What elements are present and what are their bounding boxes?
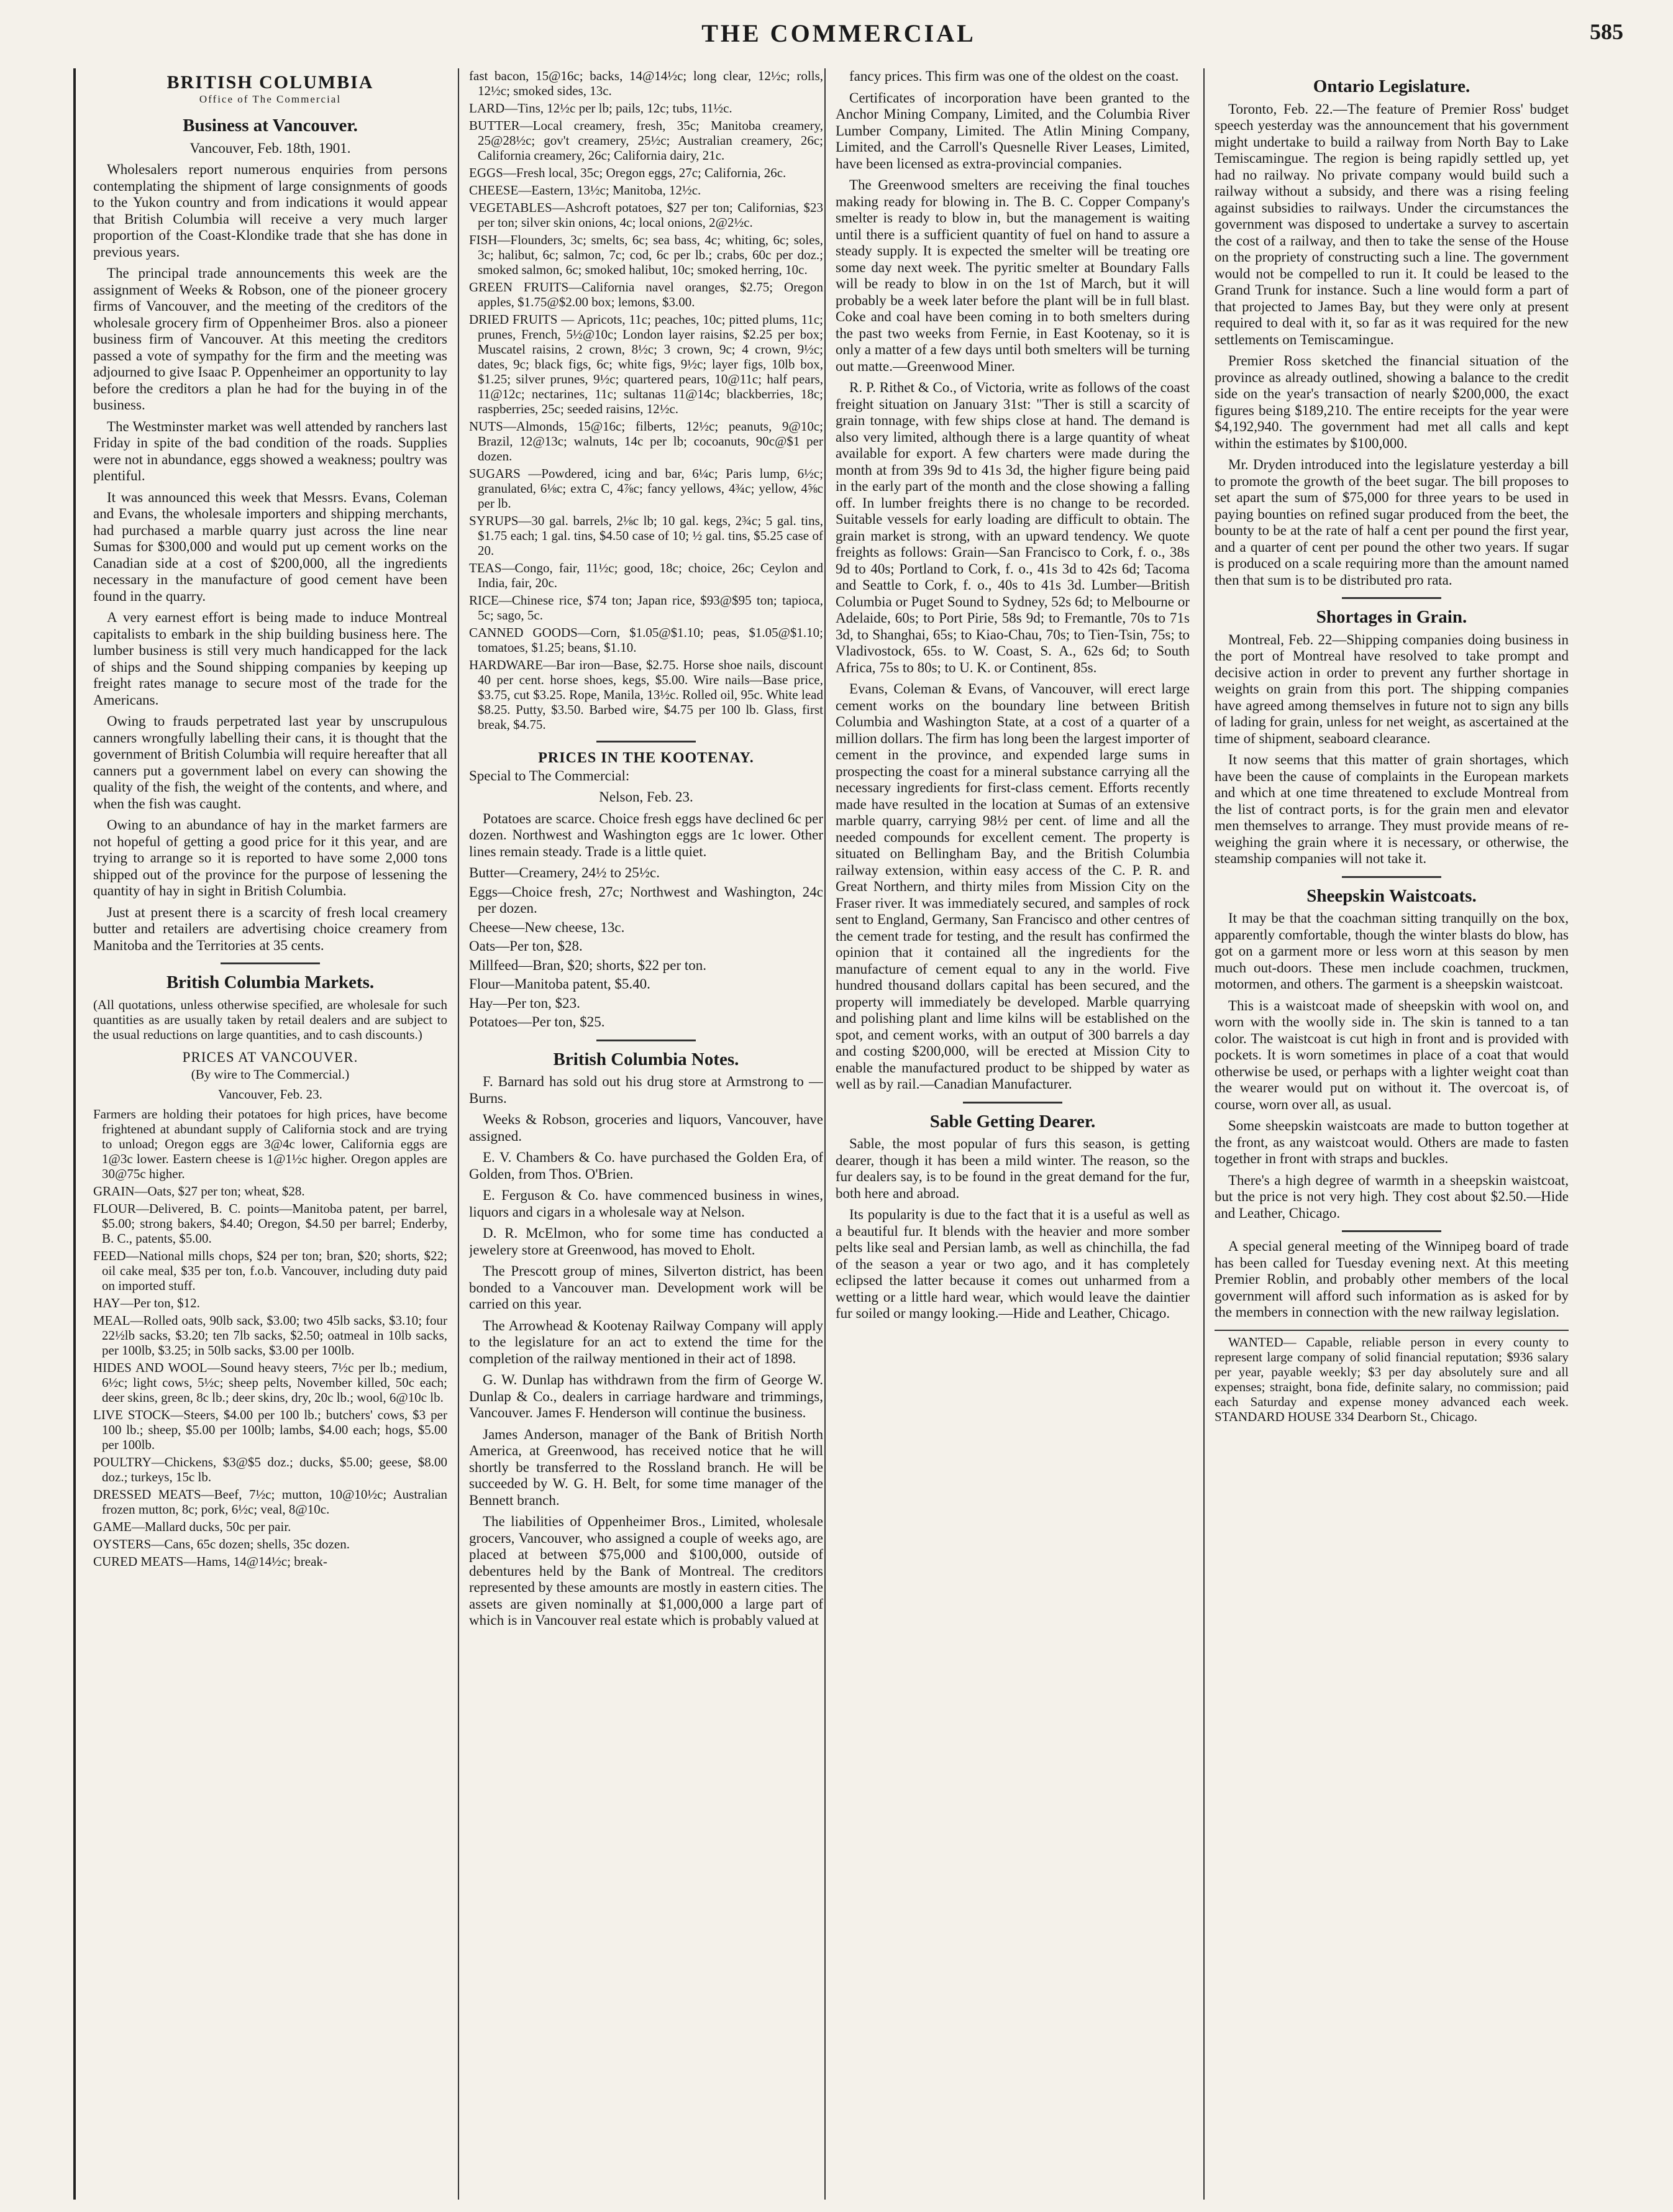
price-item: DRESSED MEATS—Beef, 7½c; mutton, 10@10½c; Australian frozen mutton, 8c; pork, 6½c; veal, 8@10c. [93, 1487, 447, 1517]
paragraph: This is a waistcoat made of sheepskin with wool on, and worn with the woolly side in. The skin is tanned to a tan color. The waistcoat is cut high in front and is provided with pockets. It is worn sometimes in place of a coat that would otherwise be used, or perhaps with a lighter weight coat than the wearer would put on without it. The overcoat is, of course, worn over all, as usual. [1215, 997, 1569, 1112]
paragraph: James Anderson, manager of the Bank of British North America, at Greenwood, has received notice that he will shortly be transferred to the Rossland branch. He will be succeeded by W. G. H. Belt, for some time manager of the Bennett branch. [469, 1426, 823, 1508]
column-rule [1203, 68, 1205, 2200]
divider [221, 962, 320, 964]
paragraph: The Arrowhead & Kootenay Railway Company will apply to the legislature for an act to extend the time for the completion of the railway mentioned in their act of 1898. [469, 1317, 823, 1366]
price-item: LARD—Tins, 12½c per lb; pails, 12c; tubs, 11½c. [469, 101, 732, 116]
paragraph: Its popularity is due to the fact that it is a useful as well as a beautiful fur. It blends with the heavier and more somber pelts like seal and Persian lamb, as well as chinchilla, the fad of the season a year or two ago, and it has completely eclipsed the latter because it comes out unharmed from a wetting or a little hard wear, which would leave the daintier fur soiled or mangy looking.—Hide and Leather, Chicago. [836, 1207, 1190, 1321]
paragraph: D. R. McElmon, who for some time has conducted a jewelery store at Greenwood, has moved to Eholt. [469, 1225, 823, 1258]
paragraph: Owing to frauds perpetrated last year by unscrupulous canners wrongfully labelling their cans, it is thought that the government of British Columbia will require hereafter that all canners put a government label on every can showing the quality of the fish, the weight of the contents, and where, and when the fish was caught. [93, 713, 447, 811]
price-item: Potatoes—Per ton, $25. [469, 1014, 605, 1030]
price-item: FISH—Flounders, 3c; smelts, 6c; sea bass, 4c; whiting, 6c; soles, 3c; halibut, 6c; salmon, 7c; cod, 6c per lb.; crabs, 60c per doz.; smoked salmon, 6c; smoked halibut, 10c; smoked herring, 10c. [469, 232, 823, 277]
paragraph: Sable, the most popular of furs this season, is getting dearer, though it has been a mild winter. The reason, so the fur dealers say, is to be found in the great demand for the fur, both here and abroad. [836, 1136, 1190, 1201]
paragraph: It now seems that this matter of grain shortages, which have been the cause of complaints in the European markets and which at one time threatened to exclude Montreal from the list of contract ports, is for the grain men and elevator men themselves to arrange. They must provide means of re-weighing the grain where it is necessary, or otherwise, the steamship companies will not take it. [1215, 752, 1569, 866]
article-heading: Sable Getting Dearer. [929, 1111, 1096, 1131]
price-item: GREEN FRUITS—California navel oranges, $2.75; Oregon apples, $1.75@$2.00 box; lemons, $3.00. [469, 280, 823, 309]
divider [596, 741, 696, 743]
wanted-ad: WANTED— Capable, reliable person in every county to represent large company of solid financial reputation; $936 salary per year, payable weekly; $3 per day absolutely sure and all expenses; straight, bona fide, definite salary, no commission; paid each Saturday and expense money advanced each week. STANDARD HOUSE 334 Dearborn St., Chicago. [1215, 1334, 1569, 1424]
price-item: Eggs—Choice fresh, 27c; Northwest and Washington, 24c per dozen. [469, 884, 823, 916]
price-item: LIVE STOCK—Steers, $4.00 per 100 lb.; butchers' cows, $3 per 100 lb.; sheep, $5.00 per 100lb; lambs, $4.00 each; hogs, $5.00 per 100lb. [93, 1407, 447, 1452]
article-body [93, 162, 447, 954]
column-rule [458, 68, 459, 2200]
paragraph: The liabilities of Oppenheimer Bros., Limited, wholesale grocers, Vancouver, who assigned a couple of weeks ago, are placed at between $75,000 and $100,000, outside of debentures held by the Bank of Montreal. The creditors represented by these amounts are mostly in eastern cities. The assets are given nominally at $1,000,000 a large part of which is in Vancouver real estate which is probably valued at [469, 1514, 823, 1628]
column-rule [824, 68, 826, 2200]
meeting-notice: A special general meeting of the Winnipeg board of trade has been called for Tuesday evening next. At this meeting Premier Roblin, and probably other members of the local government will afford such information as is asked for by the members in connection with the new railway legislation. [1215, 1238, 1569, 1320]
article-heading: Business at Vancouver. [183, 116, 358, 135]
paragraph: Certificates of incorporation have been granted to the Anchor Mining Company, Limited, and the Columbia River Lumber Company, Limited. The Atlin Mining Company, Limited, and the Carroll's Quesnelle River Leases, Limited, have been licensed as extra-provincial companies. [836, 89, 1190, 171]
paragraph: R. P. Rithet & Co., of Victoria, write as follows of the coast freight situation on January 31st: "Ther is still a scarcity of grain tonnage, with few ships close at hand. The demand is also very limited, although there is a large quantity of wheat available for export. A few charters were made during the month at from 39s 9d to 41s 3d, the higher figure being paid in the early part of the month and the close showing a falling off. In lumber freights there is no change to be recorded. Suitable vessels for early loading are difficult to obtain. The grain market is strong, with an upward tendency. We quote freights as follows: Grain—San Francisco to Cork, f. o., 38s 9d to 40s; Portland to Cork, f. o., 41s 3d to 42s 6d; Tacoma and Seattle to Cork, f. o., 40s to 41s 3d. Lumber—British Columbia or Puget Sound to Sydney, 52s 6d; to Melbourne or Adelaide, 60s; to Port Pirie, 58s 9d; to Fremantle, 70s to 71s 3d, to Shanghai, 65s; to Kiao-Chau, 70s; to Tien-Tsin, 75s; to Vladivostock, 65s. to W. Coast, S. A., 62s 6d; to South Africa, 75s to 80s; to U. K. or Continent, 85s. [836, 380, 1190, 675]
paragraph: Owing to an abundance of hay in the market farmers are not hopeful of getting a good price for it this year, and are trying to arrange so it is reported to have some 2,000 tons shipped out of the province for the purpose of lessening the quantity of hay in sight in British Columbia. [93, 817, 447, 898]
paragraph: The Prescott group of mines, Silverton district, has been bonded to a Vancouver man. Development work will be carried on this year. [469, 1263, 823, 1312]
binding-edge [73, 68, 76, 2200]
price-item: GRAIN—Oats, $27 per ton; wheat, $28. [93, 1184, 305, 1199]
article-heading: Shortages in Grain. [1316, 607, 1467, 627]
price-item: BUTTER—Local creamery, fresh, 35c; Manitoba creamery, 25@28½c; gov't creamery, 25½c; Australian creamery, 26c; California creamery, 26c; California dairy, 21c. [469, 118, 823, 163]
paragraph: The Westminster market was well attended by ranchers last Friday in spite of the bad condition of the roads. Supplies were not in abundance, eggs showed a weakness; poultry was plentiful. [93, 418, 447, 483]
price-item: HAY—Per ton, $12. [93, 1296, 200, 1310]
column-2 [469, 68, 823, 2200]
kootenay-price-list [469, 865, 823, 1031]
paragraph: E. Ferguson & Co. have commenced business in wines, liquors and cigars in a wholesale way at Nelson. [469, 1187, 823, 1220]
paragraph: The principal trade announcements this week are the assignment of Weeks & Robson, one of the pioneer grocery firms of Vancouver, and the meeting of the creditors of the wholesale grocery firm of Oppenheimer Bros. also a pioneer business firm of Vancouver. At this meeting the creditors passed a vote of sympathy for the firm and the meeting was adjourned to give Isaac P. Oppenheimer an opportunity to lay before the creditors a plan he had for the buying in of the business. [93, 265, 447, 413]
price-item: TEAS—Congo, fair, 11½c; good, 18c; choice, 26c; Ceylon and India, fair, 20c. [469, 560, 823, 590]
paragraph: Montreal, Feb. 22—Shipping companies doing business in the port of Montreal have resolved to take prompt and decisive action in order to prevent any further shortage in weights on grain from this port. The shipping companies have agreed among themselves in future not to sign any bills of lading for grain, unless for net weight, as ascertained at the time of shipment, seaboard clearance. [1215, 631, 1569, 746]
paragraph: Mr. Dryden introduced into the legislature yesterday a bill to promote the growth of the beet sugar. The bill proposes to set apart the sum of $75,000 for three years to be used in paying bounties on refined sugar produced from the beet, the bounty to be at the rate of half a cent per pound the first year, and a quarter of cent per pound the other two years. If sugar is produced on a scale requiring more than the amount named then that sum is to be distributed pro rata. [1215, 457, 1569, 588]
price-item: MEAL—Rolled oats, 90lb sack, $3.00; two 45lb sacks, $3.10; four 22½lb sacks, $3.20; ten 7lb sacks, $2.50; oatmeal in 10lb sacks, per 100lb, $3.25; in 50lb sacks, $3.00 per 100lb. [93, 1313, 447, 1358]
price-item: Oats—Per ton, $28. [469, 938, 583, 954]
price-item: HARDWARE—Bar iron—Base, $2.75. Horse shoe nails, discount 40 per cent. horse shoes, kegs, $5.00. Wire nails—Base price, $3.75, cut $3.25. Rope, Manila, 13½c. Rolled oil, 95c. White lead $8.25. Putty, $3.50. Barbed wire, $4.75 per 100 lb. Glass, first break, $4.75. [469, 657, 823, 732]
paragraph: G. W. Dunlap has withdrawn from the firm of George W. Dunlap & Co., dealers in carriage hardware and trimmings, Vancouver. James F. Henderson will continue the business. [469, 1372, 823, 1420]
price-item: Farmers are holding their potatoes for high prices, have become frightened at abundant supply of California stock and are trying to unload; Oregon eggs are 3@4c lower, California eggs are 1@3c lower. Eastern cheese is 1@1½c higher. Oregon apples are 30@75c higher. [93, 1107, 447, 1181]
paragraph: Just at present there is a scarcity of fresh local creamery butter and retailers are advertising choice creamery from Manitoba and the Territories at 35 cents. [93, 904, 447, 953]
prices-subheading: (By wire to The Commercial.) [191, 1067, 350, 1082]
prices-dateline: Vancouver, Feb. 23. [218, 1087, 322, 1102]
section-title: BRITISH COLUMBIA [166, 72, 374, 93]
paragraph: It may be that the coachman sitting tranquilly on the box, apparently comfortable, though the winter blasts do blow, has got on a garment more or less worn at this season by men much out-doors. These men include coachmen, truckmen, motormen, and others. The garment is a sheepskin waistcoat. [1215, 910, 1569, 992]
price-item: GAME—Mallard ducks, 50c per pair. [93, 1519, 291, 1534]
column-1 [93, 68, 447, 2200]
kootenay-intro: Potatoes are scarce. Choice fresh eggs have declined 6c per dozen. Northwest and Washington eggs are 1c lower. Other lines remain steady. Trade is a little quiet. [469, 810, 823, 859]
article-body [836, 1136, 1190, 1322]
divider [1342, 597, 1441, 599]
article-body [836, 68, 1190, 1093]
price-item: Cheese—New cheese, 13c. [469, 919, 625, 935]
price-item: OYSTERS—Cans, 65c dozen; shells, 35c dozen. [93, 1537, 350, 1552]
paragraph: E. V. Chambers & Co. have purchased the Golden Era, of Golden, from Thos. O'Brien. [469, 1149, 823, 1182]
price-item: Millfeed—Bran, $20; shorts, $22 per ton. [469, 957, 707, 973]
article-body [1215, 632, 1569, 867]
divider [963, 1102, 1062, 1104]
paragraph: A very earnest effort is being made to induce Montreal capitalists to embark in the ship building business here. The lumber business is still very much handicapped for the lack of ships and the Sound shipping companies by keeping up freight rates manage to secure most of the trade for the Americans. [93, 610, 447, 708]
price-item: RICE—Chinese rice, $74 ton; Japan rice, $93@$95 ton; tapioca, 5c; sago, 5c. [469, 593, 823, 623]
article-heading: Sheepskin Waistcoats. [1306, 885, 1477, 906]
dateline: Vancouver, Feb. 18th, 1901. [189, 140, 351, 156]
publication-title: THE COMMERCIAL [701, 19, 976, 47]
advertisement [1215, 1330, 1569, 1424]
paragraph: Toronto, Feb. 22.—The feature of Premier Ross' budget speech yesterday was the announcement that his government might undertake to build a railway from North Bay to Lake Temiscamingue. The region is being rapidly settled up, yet had no railway. No private company would build such a railway without a subsidy, and there was a rising feeling against subsidies to railways. Under the circumstances the government was disposed to undertake a survey to ascertain the cost of a railway, and then to take the sense of the House on the propriety of constructing such a line. The government would not be compelled to run it. It could be leased to the Grand Trunk for instance. Such a line would form a part of that projected to James Bay, but they were only at present required to deal with it, so far as it was required for the new settlements on Temiscamingue. [1215, 101, 1569, 347]
article-body [1215, 101, 1569, 589]
price-item: SUGARS —Powdered, icing and bar, 6¼c; Paris lump, 6½c; granulated, 6⅛c; extra C, 4⅞c; fancy yellows, 4¾c; yellow, 4⅝c per lb. [469, 466, 823, 511]
column-4 [1215, 68, 1569, 2200]
paragraph: The Greenwood smelters are receiving the final touches making ready for blowing in. The B. C. Copper Company's smelter is ready to blow in, but the management is waiting until there is a sufficient quantity of fuel on hand to assure a steady supply. It is expected the smelter will be treating ore some day next week. The pyritic smelter at Boundary Falls will be ready to blow in on the 1st of March, but it will probably be a week later before the plant will be in full blast. Coke and coal have been coming in to both smelters during the past two weeks from Fernie, in East Kootenay, so it is only a matter of a few days until both smelters will be turning out matte.—Greenwood Miner. [836, 177, 1190, 374]
paragraph: It was announced this week that Messrs. Evans, Coleman and Evans, the wholesale importers and shipping merchants, had purchased a marble quarry just across the line near Sumas for $300,000 and would put up cement works on the Canadian side at a cost of $200,000, all the ingredients necessary in the manufacture of good cement have been found in the quarry. [93, 489, 447, 604]
price-item: Butter—Creamery, 24½ to 25½c. [469, 865, 660, 880]
paragraph: Some sheepskin waistcoats are made to button together at the front, as any waistcoat would. Others are made to fasten together in front with straps and buckles. [1215, 1118, 1569, 1166]
article-heading: British Columbia Markets. [166, 972, 375, 992]
paragraph: fancy prices. This firm was one of the oldest on the coast. [849, 68, 1179, 84]
article-body [469, 1074, 823, 1629]
price-list [93, 1107, 447, 1569]
price-item: HIDES AND WOOL—Sound heavy steers, 7½c per lb.; medium, 6½c; light cows, 5½c; sheep pelts, November killed, 50c each; deer skins, green, 8c lb.; deer skins, dry, 20c lb.; wool, 6@10c lb. [93, 1360, 447, 1405]
price-item: VEGETABLES—Ashcroft potatoes, $27 per ton; Californias, $23 per ton; silver skin onions, 4c; local onions, 2@2½c. [469, 200, 823, 230]
column-3 [836, 68, 1190, 2200]
price-item: CHEESE—Eastern, 13½c; Manitoba, 12½c. [469, 183, 701, 198]
divider [1342, 1230, 1441, 1232]
paragraph: There's a high degree of warmth in a sheepskin waistcoat, but the price is not very high. They cost about $2.50.—Hide and Leather, Chicago. [1215, 1172, 1569, 1221]
masthead [0, 19, 1673, 68]
price-item: EGGS—Fresh local, 35c; Oregon eggs, 27c; California, 26c. [469, 165, 786, 180]
price-item: DRIED FRUITS — Apricots, 11c; peaches, 10c; pitted plums, 11c; prunes, French, 5½@10c; London layer raisins, $2.25 per box; Muscatel raisins, 2 crown, 8½c; 3 crown, 9c; 4 crown, 9½c; dates, 9c; black figs, 6c; white figs, 9½c; layer figs, 10lb box, $1.25; silver prunes, 9½c; quartered pears, 10@11c; half pears, 11@12c; nectarines, 11c; sultanas 11@14c; blackberries, 18c; raspberries, 25c; seeded raisins, 12½c. [469, 312, 823, 416]
paragraph: Wholesalers report numerous enquiries from persons contemplating the shipment of large consignments of goods to the Yukon country and from indications it would appear that British Columbia will receive a very much larger proportion of the Coast-Klondike trade that she has done in previous years. [93, 162, 447, 260]
section-subtitle: Office of The Commercial [199, 93, 342, 105]
divider [596, 1040, 696, 1041]
paragraph: Evans, Coleman & Evans, of Vancouver, will erect large cement works on the boundary line between British Columbia and Washington State, at a cost of a quarter of a million dollars. The firm has long been the largest importer of cement in the province, and expended large sums in prospecting the coast for a mineral substance carrying all the necessary ingredients for first-class cement. Efforts recently made have resulted in the location at Sumas of an extensive marble quarry, carrying 98½ per cent. of lime and all the needed compounds for excellent cement. The property is situated on Bellingham Bay, and the British Columbia railway extension, within easy access of the C. P. R. and Great Northern, and thirty miles from Mission City on the Fraser river. It was immediately secured, and samples of rock sent to England, Germany, San Francisco and other centres of the cement trade for testing, and the result has confirmed the opinion that it contained all the ingredients for the manufacture of cement equal to any in the world. Five hundred thousand dollars capital has been secured, and the property will immediately be developed. Marble quarrying and polishing plant and lime kilns will be established on the spot, and cement works, with an output of 300 barrels a day and costing $200,000, will be erected at Mission City to enable the manufactured product to be shipped by water as well as by rail.—Canadian Manufacturer. [836, 681, 1190, 1092]
paragraph: F. Barnard has sold out his drug store at Armstrong to — Burns. [469, 1074, 823, 1106]
prices-heading: PRICES AT VANCOUVER. [182, 1049, 358, 1065]
article-heading: Ontario Legislature. [1313, 76, 1470, 96]
price-item: Flour—Manitoba patent, $5.40. [469, 976, 650, 992]
paragraph: Premier Ross sketched the financial situation of the province as already outlined, showing a balance to the credit side on the year's transaction of nearly $200,000, the exact figures being $189,210. The entire receipts for the year were $4,192,940. The government had met all calls and kept within the estimates by $100,000. [1215, 353, 1569, 451]
kootenay-heading: PRICES IN THE KOOTENAY. [538, 750, 754, 766]
price-item: FEED—National mills chops, $24 per ton; bran, $20; shorts, $22; oil cake meal, $35 per ton, f.o.b. Vancouver, including duty paid on imported stuff. [93, 1248, 447, 1293]
article-heading: British Columbia Notes. [553, 1049, 739, 1069]
price-item: SYRUPS—30 gal. barrels, 2⅛c lb; 10 gal. kegs, 2¾c; 5 gal. tins, $1.75 each; 1 gal. tins, $4.50 case of 10; ½ gal. tins, $5.25 case of 20. [469, 513, 823, 558]
price-item: Hay—Per ton, $23. [469, 995, 580, 1011]
price-item: FLOUR—Delivered, B. C. points—Manitoba patent, per barrel, $5.00; strong bakers, $4.40; Oregon, $4.50 per barrel; Enderby, B. C., patents, $5.00. [93, 1201, 447, 1246]
price-item: CURED MEATS—Hams, 14@14½c; break- [93, 1554, 327, 1569]
markets-intro: (All quotations, unless otherwise specified, are wholesale for such quantities as are usually taken by retail dealers and are subject to the usual reductions on large quantities, and to cash discounts.) [93, 997, 447, 1042]
paragraph: Weeks & Robson, groceries and liquors, Vancouver, have assigned. [469, 1112, 823, 1144]
divider [1342, 876, 1441, 878]
price-item: fast bacon, 15@16c; backs, 14@14½c; long clear, 12½c; rolls, 12½c; smoked sides, 13c. [469, 68, 823, 98]
kootenay-dateline: Nelson, Feb. 23. [599, 789, 693, 805]
price-list [469, 68, 823, 732]
article-body [1215, 910, 1569, 1222]
price-item: CANNED GOODS—Corn, $1.05@$1.10; peas, $1.05@$1.10; tomatoes, $1.25; beans, $1.10. [469, 625, 823, 655]
page-number: 585 [1590, 19, 1623, 44]
price-item: POULTRY—Chickens, $3@$5 doz.; ducks, $5.00; geese, $8.00 doz.; turkeys, 15c lb. [93, 1455, 447, 1484]
kootenay-special: Special to The Commercial: [469, 767, 630, 784]
price-item: NUTS—Almonds, 15@16c; filberts, 12½c; peanuts, 9@10c; Brazil, 12@13c; walnuts, 14c per lb; cocoanuts, 90c@$1 per dozen. [469, 419, 823, 464]
